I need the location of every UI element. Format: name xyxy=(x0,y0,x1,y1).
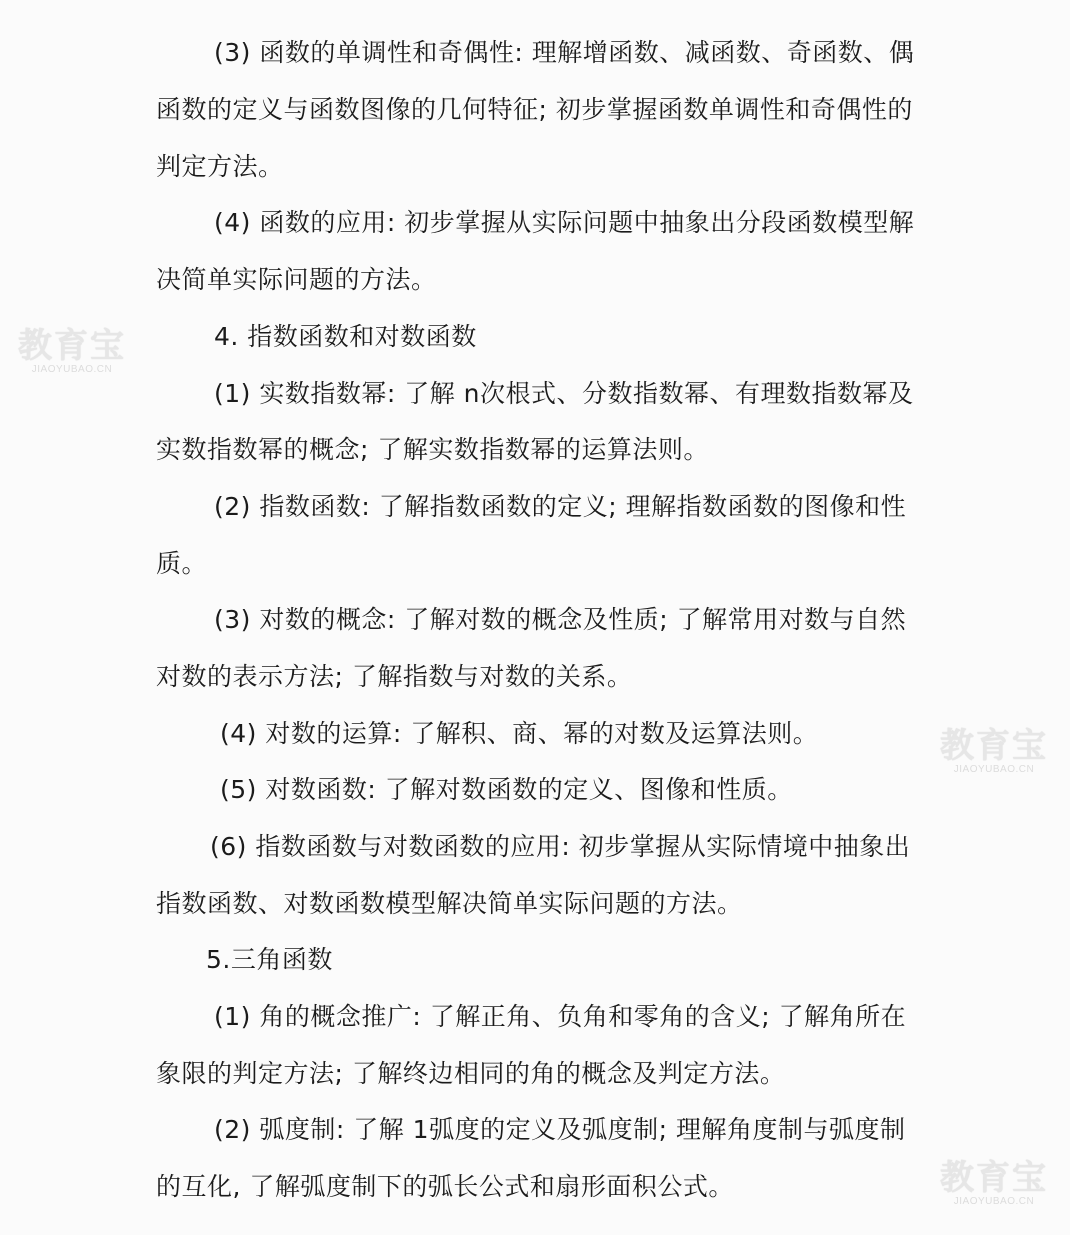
watermark-subtext: JIAOYUBAO.CN xyxy=(953,1196,1035,1207)
section-heading: 4. 指数函数和对数函数 xyxy=(214,322,477,351)
text-line: (5) 对数函数: 了解对数函数的定义、图像和性质。 xyxy=(220,775,793,804)
text-line: (3) 对数的概念: 了解对数的概念及性质; 了解常用对数与自然 xyxy=(214,605,907,634)
text-line: 指数函数、对数函数模型解决简单实际问题的方法。 xyxy=(156,889,743,918)
text-line: 的互化, 了解弧度制下的弧长公式和扇形面积公式。 xyxy=(156,1172,734,1201)
text-line: 判定方法。 xyxy=(156,152,284,181)
text-line: (3) 函数的单调性和奇偶性: 理解增函数、减函数、奇函数、偶 xyxy=(214,38,915,67)
text-line: (2) 弧度制: 了解 1弧度的定义及弧度制; 理解角度制与弧度制 xyxy=(214,1115,906,1144)
text-line: (4) 对数的运算: 了解积、商、幂的对数及运算法则。 xyxy=(220,719,819,748)
text-line: 质。 xyxy=(156,549,208,578)
text-line: (4) 函数的应用: 初步掌握从实际问题中抽象出分段函数模型解 xyxy=(214,208,915,237)
text-line: 象限的判定方法; 了解终边相同的角的概念及判定方法。 xyxy=(156,1059,786,1088)
text-line: 函数的定义与函数图像的几何特征; 初步掌握函数单调性和奇偶性的 xyxy=(156,95,913,124)
watermark-text: 教育宝 xyxy=(940,1158,1048,1198)
watermark-logo xyxy=(938,728,1050,776)
watermark-subtext: JIAOYUBAO.CN xyxy=(953,764,1035,775)
watermark-logo xyxy=(938,1160,1050,1208)
watermark-text: 教育宝 xyxy=(18,326,126,366)
text-line: (1) 实数指数幂: 了解 n次根式、分数指数幂、有理数指数幂及 xyxy=(214,379,914,408)
watermark-subtext: JIAOYUBAO.CN xyxy=(31,364,113,375)
text-line: (6) 指数函数与对数函数的应用: 初步掌握从实际情境中抽象出 xyxy=(210,832,911,861)
text-line: 决简单实际问题的方法。 xyxy=(156,265,437,294)
watermark-text: 教育宝 xyxy=(940,726,1048,766)
text-line: (2) 指数函数: 了解指数函数的定义; 理解指数函数的图像和性 xyxy=(214,492,907,521)
text-line: 对数的表示方法; 了解指数与对数的关系。 xyxy=(156,662,633,691)
text-line: (1) 角的概念推广: 了解正角、负角和零角的含义; 了解角所在 xyxy=(214,1002,907,1031)
text-line: 实数指数幂的概念; 了解实数指数幂的运算法则。 xyxy=(156,435,709,464)
section-heading: 5.三角函数 xyxy=(206,945,333,974)
watermark-logo xyxy=(16,328,128,376)
